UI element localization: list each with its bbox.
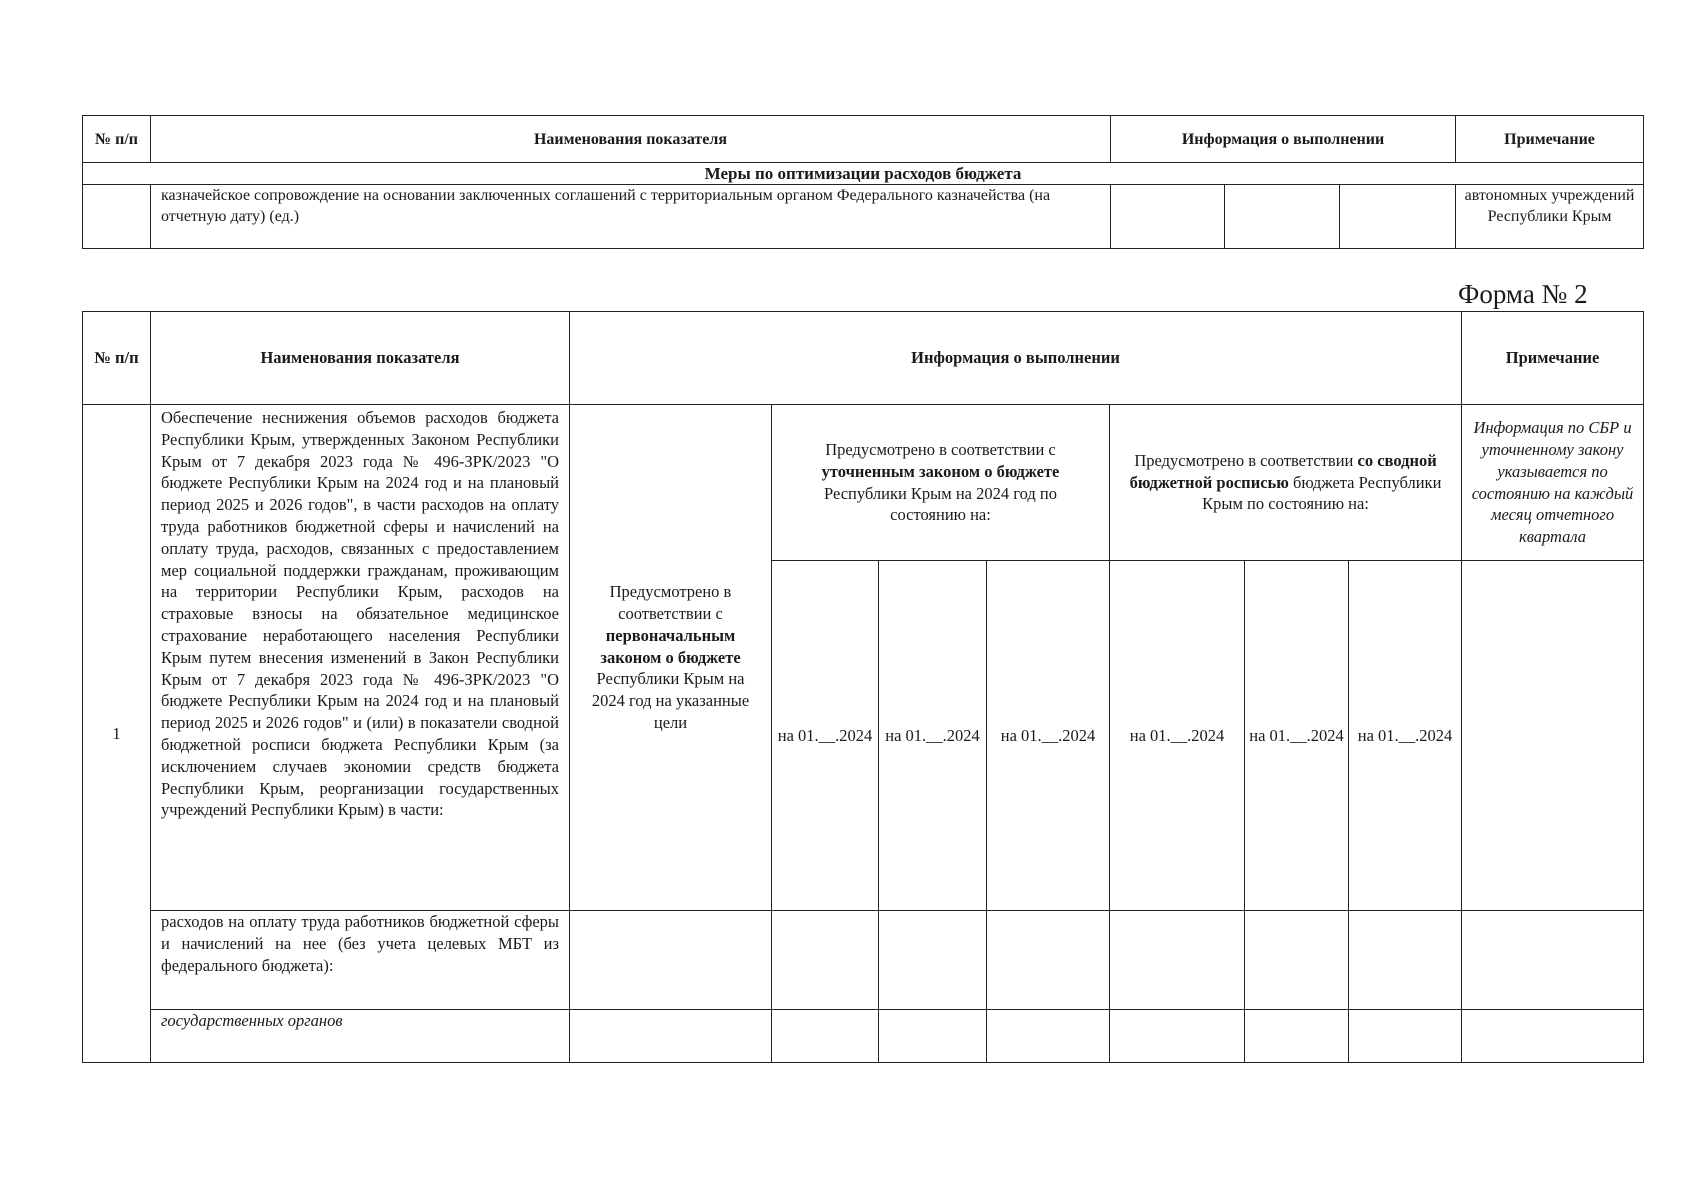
empty-cell [772, 911, 879, 1010]
top-table [82, 115, 1644, 249]
row-note-cell: автономных учреждений Республики Крым [1456, 185, 1644, 249]
initial-law-text [570, 581, 771, 734]
row-num-cell [83, 185, 151, 249]
empty-cell [1245, 911, 1349, 1010]
col-header-name: Наименования показателя [151, 312, 570, 405]
form-label: Форма № 2 [1458, 279, 1588, 309]
empty-cell [1110, 911, 1245, 1010]
summary-list-cell [1110, 405, 1462, 561]
empty-cell [570, 911, 772, 1010]
updated-law-text-part: Республики Крым на 2024 год по состоянию на: [824, 483, 1057, 525]
empty-cell [1245, 1010, 1349, 1063]
row-3-name-cell [151, 1010, 570, 1063]
empty-cell [772, 1010, 879, 1063]
info-cell [1225, 185, 1340, 249]
form2-table [82, 311, 1644, 1063]
row-2-name: расходов на оплату труда работников бюджетной сферы и начислений на нее (без учета целевых МБТ из федерального бюджета): [161, 912, 559, 975]
initial-law-text-part: Предусмотрено в соответствии с [609, 582, 732, 623]
main-row-name-cell [151, 405, 570, 911]
initial-law-text-bold: первоначальным законом о бюджете [600, 625, 741, 667]
row-3-name: государственных органов [161, 1011, 343, 1030]
date-cell: на 01.__.2024 [987, 561, 1110, 911]
updated-law-text-part: Предусмотрено в соответствии с [825, 439, 1056, 459]
empty-cell [1110, 1010, 1245, 1063]
summary-list-text-bold: со сводной бюджетной росписью [1129, 450, 1437, 492]
summary-list-text-part: Предусмотрено в соответствии [1134, 450, 1358, 470]
col-header-info: Информация о выполнении [570, 312, 1462, 405]
section-title: Меры по оптимизации расходов бюджета [83, 163, 1644, 185]
empty-cell [1462, 1010, 1644, 1063]
col-header-num: № п/п [83, 312, 151, 405]
initial-law-cell [570, 405, 772, 911]
row-2-name-cell [151, 911, 570, 1010]
date-cell: на 01.__.2024 [1110, 561, 1245, 911]
empty-cell [987, 1010, 1110, 1063]
col-header-note: Примечание [1462, 312, 1644, 405]
row-name-text: казначейское сопровождение на основании заключенных соглашений с территориальным органом Федерального казначейства (на отчетную дату) (ед.) [161, 187, 1051, 225]
main-row-name: Обеспечение неснижения объемов расходов бюджета Республики Крым, утвержденных Законом Республики Крым от 7 декабря 2023 года № 496-ЗРК/2023 "О бюджете Республики Крым на 2024 год и на плановый период 2025 и 2026 годов", в части расходов на оплату труда работников бюджетной сферы и начислений на оплату труда, расходов, связанных с предоставлением мер социальной поддержки гражданам, проживающим на территории Республики Крым, расходов на страховые взносы на обязательное медицинское страхование неработающего населения Республики Крым путем внесения изменений в Закон Республики Крым от 7 декабря 2023 года № 496-ЗРК/2023 "О бюджете Республики Крым на 2024 год и на плановый период 2025 и 2026 годов" и (или) в показатели сводной бюджетной росписи бюджета Республики Крым (за исключением случаев экономии средств бюджета Республики Крым, реорганизации государственных учреждений Республики Крым) в части: [161, 408, 559, 820]
note-empty-cell [1462, 561, 1644, 911]
summary-list-text [1110, 450, 1461, 515]
info-cell [1111, 185, 1225, 249]
col-header-name: Наименования показателя [151, 116, 1111, 163]
empty-cell [987, 911, 1110, 1010]
empty-cell [879, 911, 987, 1010]
date-cell: на 01.__.2024 [879, 561, 987, 911]
initial-law-text-part: Республики Крым на 2024 год на указанные цели [591, 669, 750, 732]
empty-cell [570, 1010, 772, 1063]
col-header-num: № п/п [83, 116, 151, 163]
col-header-note: Примечание [1456, 116, 1644, 163]
summary-list-text-part: бюджета Республики Крым по состоянию на: [1202, 472, 1442, 514]
empty-cell [1349, 911, 1462, 1010]
updated-law-text-bold: уточненным законом о бюджете [821, 461, 1060, 481]
date-cell: на 01.__.2024 [772, 561, 879, 911]
empty-cell [1349, 1010, 1462, 1063]
info-cell [1340, 185, 1456, 249]
updated-law-text [772, 439, 1109, 526]
date-cell: на 01.__.2024 [1349, 561, 1462, 911]
row-name-cell [151, 185, 1111, 249]
row-num-1: 1 [83, 405, 151, 1063]
date-cell: на 01.__.2024 [1245, 561, 1349, 911]
note-cell: Информация по СБР и уточненному закону указывается по состоянию на каждый месяц отчетного квартала [1462, 405, 1644, 561]
empty-cell [1462, 911, 1644, 1010]
updated-law-cell [772, 405, 1110, 561]
empty-cell [879, 1010, 987, 1063]
col-header-info: Информация о выполнении [1111, 116, 1456, 163]
